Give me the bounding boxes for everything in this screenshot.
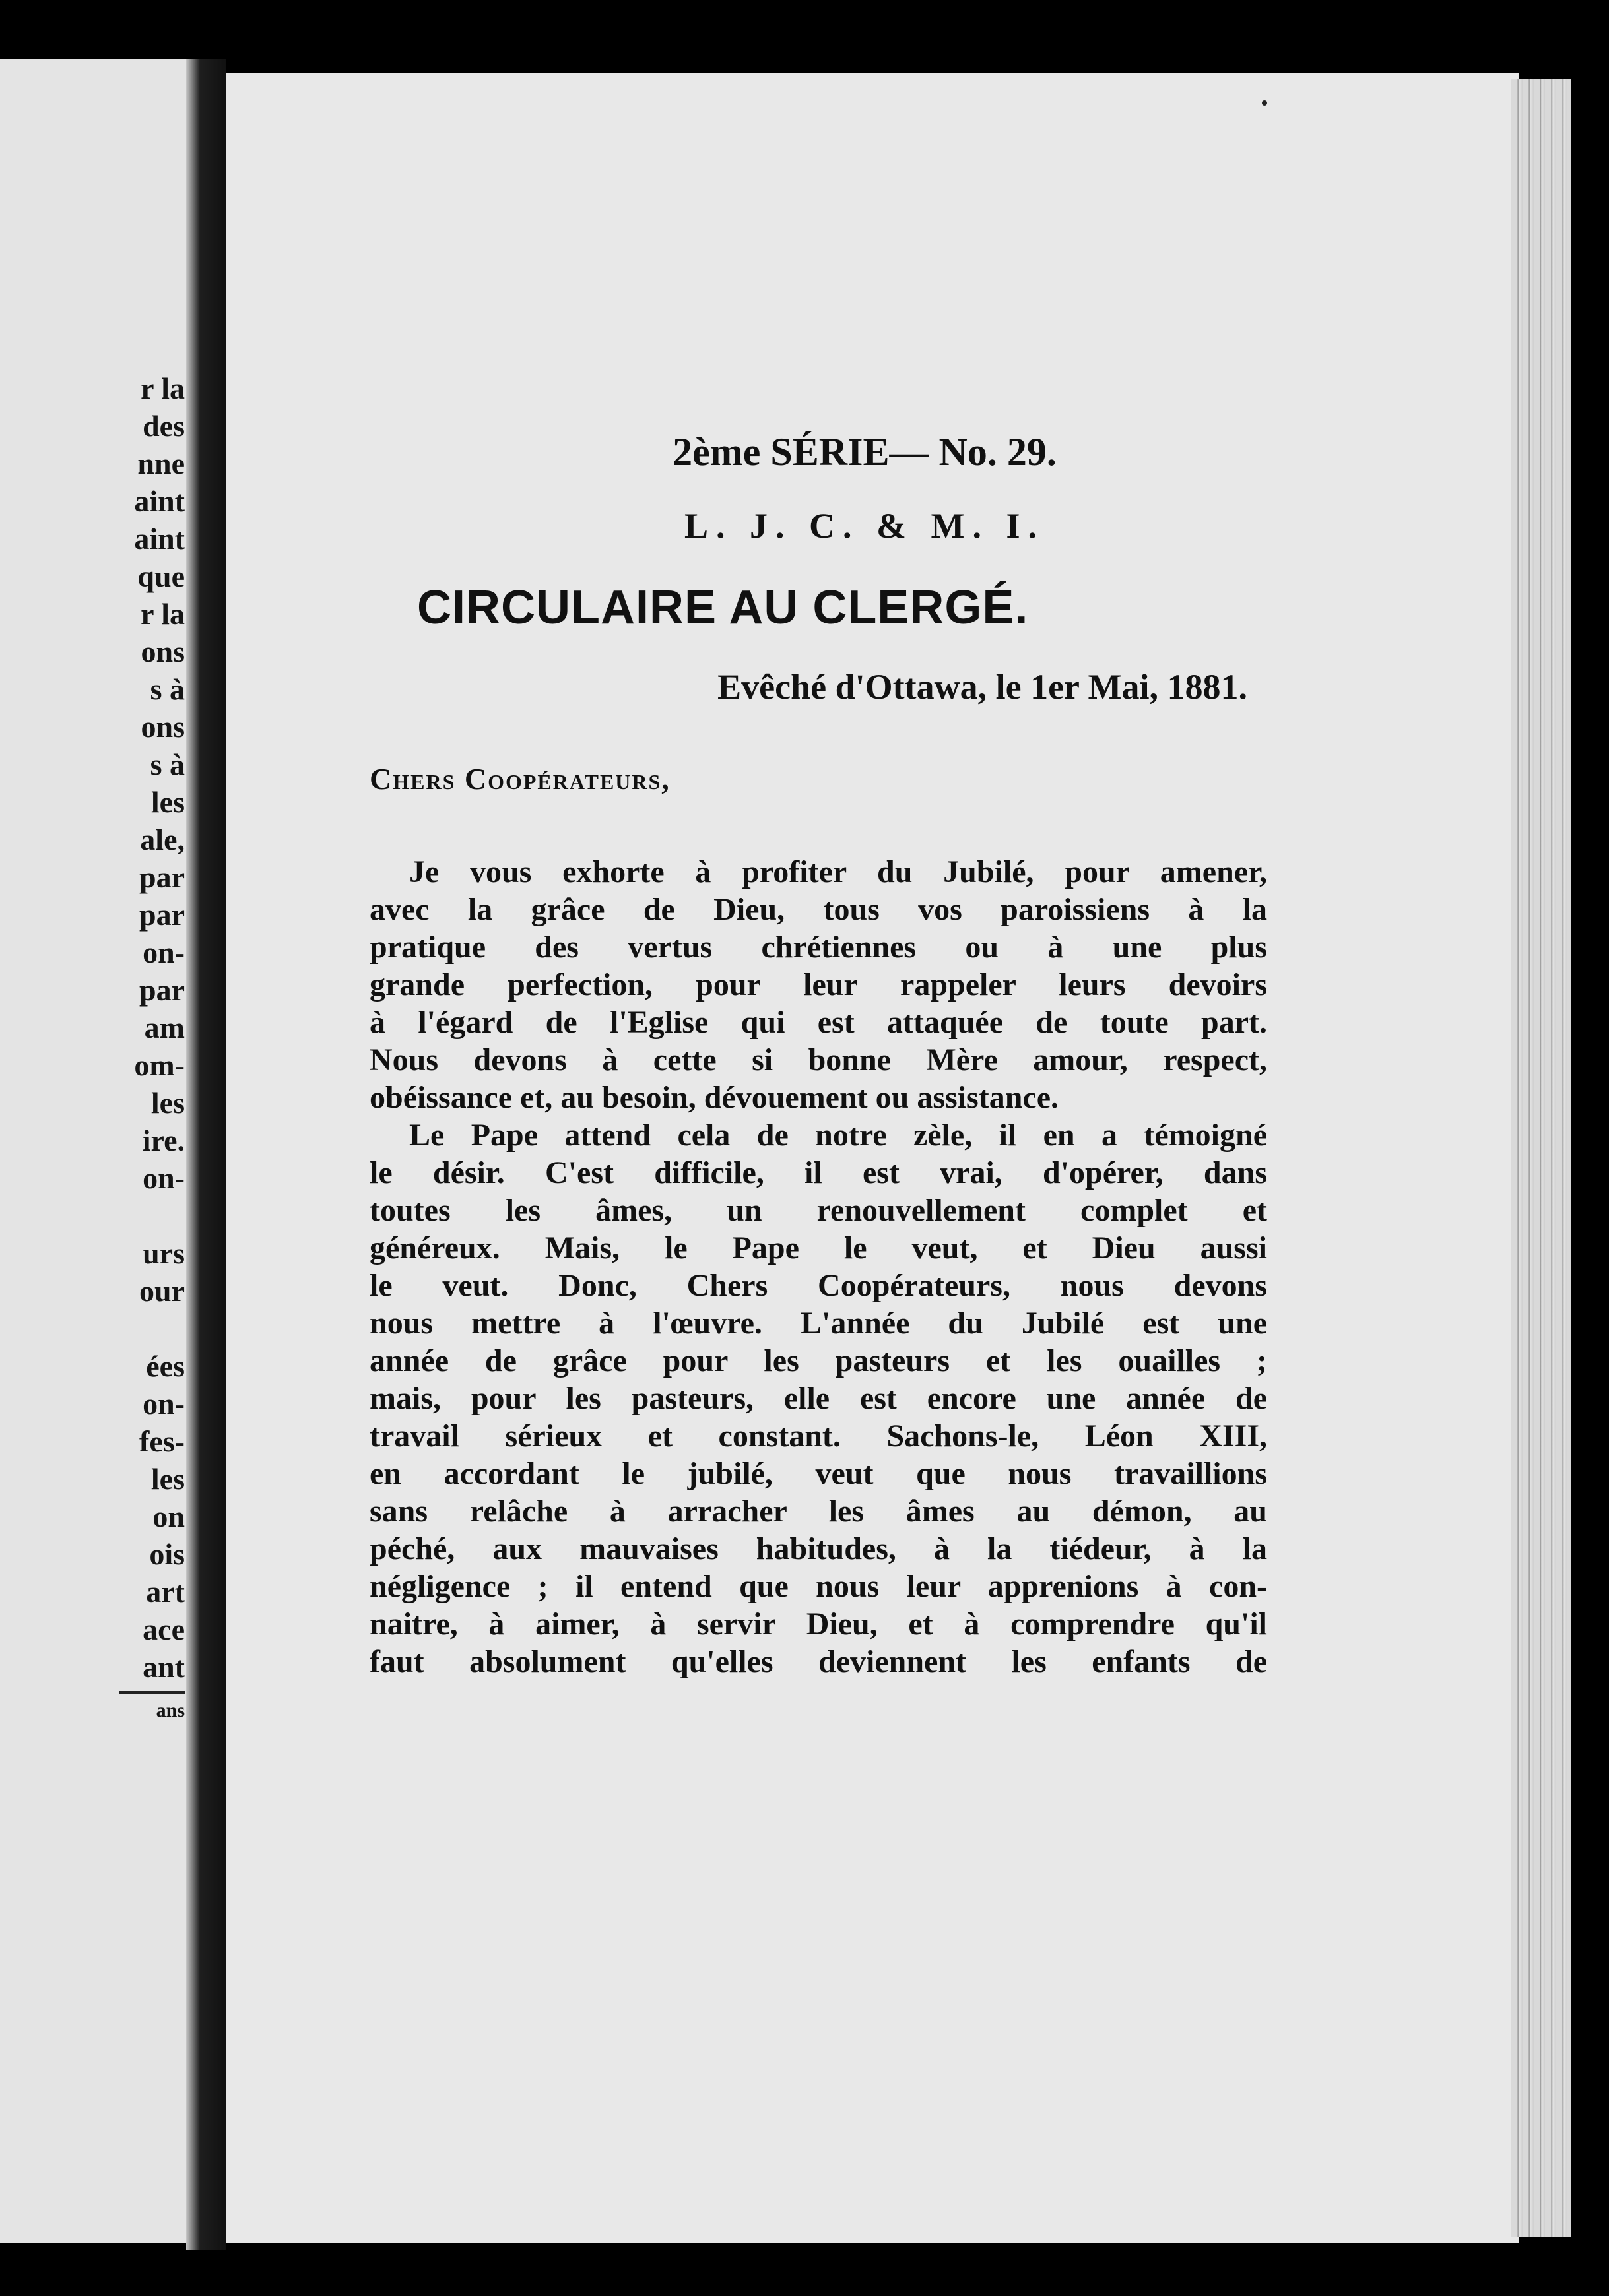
body-line: travail sérieux et constant. Sachons-le, Léon XIII, bbox=[370, 1419, 1267, 1453]
facing-page-left bbox=[0, 59, 186, 2243]
facing-page-fragment: aint bbox=[134, 484, 185, 518]
facing-page-fragment: des bbox=[143, 409, 185, 443]
body-line: généreux. Mais, le Pape le veut, et Dieu aussi bbox=[370, 1230, 1267, 1265]
facing-page-fragment: s à bbox=[150, 672, 185, 706]
facing-page-fragment: urs bbox=[143, 1236, 185, 1270]
facing-page-text-fragments bbox=[5, 369, 185, 1724]
facing-page-footnote-fragment: ans bbox=[156, 1700, 185, 1721]
facing-page-fragment: fes- bbox=[139, 1424, 185, 1458]
facing-page-fragment: ons bbox=[141, 710, 185, 744]
body-line: sans relâche à arracher les âmes au démon, au bbox=[370, 1494, 1267, 1529]
facing-page-fragment: ons bbox=[141, 635, 185, 668]
facing-page-fragment bbox=[5, 1310, 185, 1347]
facing-page-fragment: les bbox=[150, 785, 185, 819]
body-line: mais, pour les pasteurs, elle est encore une année de bbox=[370, 1381, 1267, 1416]
series-number: 2ème SÉRIE— No. 29. bbox=[673, 430, 1057, 474]
facing-page-fragment bbox=[5, 1197, 185, 1234]
body-line: nous mettre à l'œuvre. L'année du Jubilé est une bbox=[370, 1306, 1267, 1341]
facing-page-fragment: s à bbox=[150, 748, 185, 781]
body-line: à l'égard de l'Eglise qui est attaquée de toute part. bbox=[370, 1005, 1267, 1040]
monogram-heading: L. J. C. & M. I. bbox=[684, 506, 1045, 546]
body-line: Nous devons à cette si bonne Mère amour, respect, bbox=[370, 1042, 1267, 1077]
facing-page-fragment: on- bbox=[143, 936, 185, 969]
facing-page-fragment: aint bbox=[134, 522, 185, 556]
facing-page-fragment: par bbox=[139, 898, 185, 932]
body-line: toutes les âmes, un renouvellement complet et bbox=[370, 1193, 1267, 1228]
body-line: grande perfection, pour leur rappeler leurs devoirs bbox=[370, 967, 1267, 1002]
body-text bbox=[370, 853, 1267, 1680]
body-line: le désir. C'est difficile, il est vrai, d'opérer, dans bbox=[370, 1155, 1267, 1190]
dateline: Evêché d'Ottawa, le 1er Mai, 1881. bbox=[717, 667, 1247, 707]
body-line: négligence ; il entend que nous leur apprenions à con- bbox=[370, 1569, 1267, 1604]
body-line: pratique des vertus chrétiennes ou à une plus bbox=[370, 930, 1267, 965]
facing-page-fragment: nne bbox=[137, 447, 185, 480]
document-title: CIRCULAIRE AU CLERGÉ. bbox=[417, 581, 1029, 634]
page-edges bbox=[1511, 79, 1571, 2237]
facing-page-fragment: r la bbox=[141, 371, 185, 405]
facing-page-fragment: ire. bbox=[142, 1124, 185, 1157]
facing-page-fragment: ace bbox=[143, 1612, 185, 1646]
body-line: Je vous exhorte à profiter du Jubilé, pour amener, bbox=[409, 854, 1267, 889]
speck-mark bbox=[1262, 100, 1267, 106]
facing-page-fragment: r la bbox=[141, 597, 185, 631]
body-line: année de grâce pour les pasteurs et les ouailles ; bbox=[370, 1343, 1267, 1378]
body-line: avec la grâce de Dieu, tous vos paroissiens à la bbox=[370, 892, 1267, 927]
body-line: le veut. Donc, Chers Coopérateurs, nous devons bbox=[370, 1268, 1267, 1303]
facing-page-fragment: art bbox=[146, 1575, 185, 1609]
salutation: Chers Coopérateurs, bbox=[370, 762, 671, 796]
facing-page-fragment: ées bbox=[146, 1349, 185, 1383]
facing-page-fragment: ant bbox=[143, 1650, 185, 1684]
facing-page-fragment: ale, bbox=[140, 823, 185, 856]
footnote-rule bbox=[119, 1691, 185, 1694]
body-line: faut absolument qu'elles deviennent les enfants de bbox=[370, 1644, 1267, 1679]
facing-page-fragment: par bbox=[139, 973, 185, 1007]
body-line: Le Pape attend cela de notre zèle, il en a témoigné bbox=[409, 1118, 1267, 1153]
book-gutter bbox=[186, 59, 226, 2250]
body-line: naitre, à aimer, à servir Dieu, et à comprendre qu'il bbox=[370, 1607, 1267, 1642]
facing-page-fragment: ois bbox=[149, 1537, 185, 1571]
body-line: obéissance et, au besoin, dévouement ou assistance. bbox=[370, 1080, 1059, 1115]
facing-page-fragment: les bbox=[150, 1086, 185, 1120]
body-line: en accordant le jubilé, veut que nous travaillions bbox=[370, 1456, 1267, 1491]
facing-page-fragment: on- bbox=[143, 1387, 185, 1420]
body-line: péché, aux mauvaises habitudes, à la tiédeur, à la bbox=[370, 1531, 1267, 1566]
facing-page-fragment: am bbox=[144, 1011, 185, 1044]
facing-page-fragment: om- bbox=[134, 1048, 185, 1082]
facing-page-fragment: on- bbox=[143, 1161, 185, 1195]
circular-content bbox=[370, 429, 1267, 1680]
facing-page-fragment: que bbox=[137, 559, 185, 593]
facing-page-fragment: on bbox=[152, 1500, 185, 1533]
facing-page-fragment: our bbox=[139, 1274, 185, 1308]
facing-page-fragment: les bbox=[150, 1462, 185, 1496]
facing-page-fragment: par bbox=[139, 860, 185, 894]
